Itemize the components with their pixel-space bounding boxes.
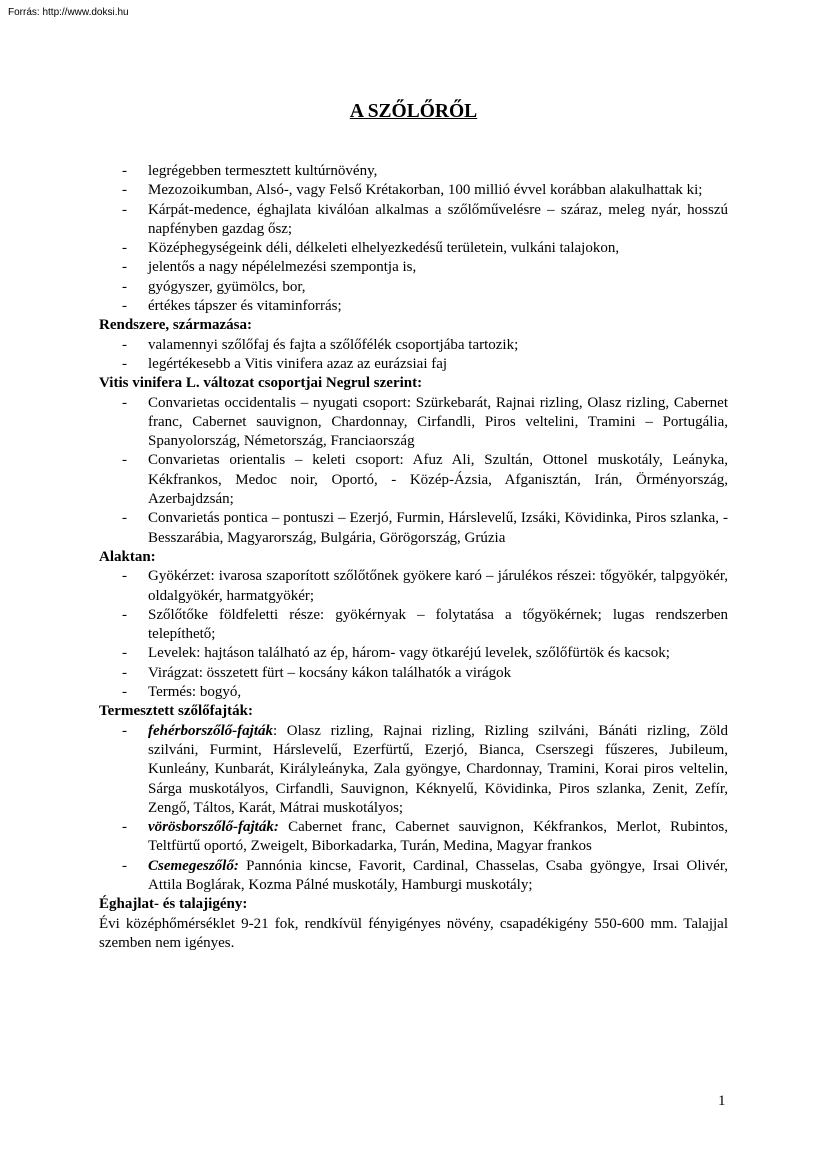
list-item: - jelentős a nagy népélelmezési szempontja is, bbox=[99, 258, 728, 277]
dash-marker: - bbox=[122, 722, 127, 739]
section-heading-termesztett: Termesztett szőlőfajták: bbox=[99, 703, 253, 720]
dash-marker: - bbox=[122, 394, 127, 411]
list-item: - legértékesebb a Vitis vinifera azaz az eurázsiai faj bbox=[99, 355, 728, 374]
variety-text: Olasz rizling, Rajnai rizling, Rizling szilváni, Bánáti rizling, Zöld szilváni, Furmint, Hárslevelű, Ezerfürtű, Ezerjó, Bianca, Cserszegi fűszeres, Jubileum, Kunleány, Kunbarát, Királyleányka, Zala gyöngye, Chardonnay, Tramini, Korai piros veltelin, Sárga muskotályos, Cirfandli, Sauvignon, Kéknyelű, Kövidinka, Piros szlanka, Zenit, Zefír, Zengő, Táltos, Karát, Mátrai muskotályos; bbox=[148, 722, 728, 816]
dash-marker: - bbox=[122, 510, 127, 527]
page-number: 1 bbox=[718, 1093, 726, 1109]
list-item: - legrégebben termesztett kultúrnövény, bbox=[99, 162, 728, 181]
list-item: - Levelek: hajtáson található az ép, három- vagy ötkaréjú levelek, szőlőfürtök és kacsok; bbox=[99, 644, 728, 663]
variety-text: Cabernet franc, Cabernet sauvignon, Kékfrankos, Merlot, Rubintos, Teltfürtű oportó, Zweigelt, Biborkadarka, Turán, Medina, Magyar frankos bbox=[148, 819, 728, 855]
dash-marker: - bbox=[122, 278, 127, 295]
variety-label: Csemegeszőlő: bbox=[148, 857, 239, 874]
alaktan-list bbox=[99, 567, 728, 702]
source-note: Forrás: http://www.doksi.hu bbox=[8, 7, 129, 18]
dash-marker: - bbox=[122, 664, 127, 681]
variety-text: Pannónia kincse, Favorit, Cardinal, Chasselas, Csaba gyöngye, Irsai Olivér, Attila Boglárak, Kozma Pálné muskotály, Hamburgi muskotály; bbox=[148, 857, 728, 893]
list-item: - Convarietas occidentalis – nyugati csoport: Szürkebarát, Rajnai rizling, Olasz rizling, Cabernet franc, Cabernet sauvignon, Chardonnay, Cirfandli, Piros veltelini, Tramini – Portugália, Spanyolország, Németország, Franciaország bbox=[122, 394, 728, 450]
dash-marker: - bbox=[122, 182, 127, 199]
dash-marker: - bbox=[122, 857, 127, 874]
rendszere-list bbox=[99, 336, 728, 375]
dash-marker: - bbox=[122, 645, 127, 662]
variety-label: fehérborszőlő-fajták bbox=[148, 722, 273, 739]
dash-marker: - bbox=[122, 240, 127, 257]
list-item bbox=[99, 857, 728, 896]
list-item: - Középhegységeink déli, délkeleti elhelyezkedésű területein, vulkáni talajokon, bbox=[99, 239, 728, 258]
list-item: - valamennyi szőlőfaj és fajta a szőlőfélék csoportjába tartozik; bbox=[99, 336, 728, 355]
list-item: - Gyökérzet: ivarosa szaporított szőlőtőnek gyökere karó – járulékos részei: tőgyökér, talpgyökér, oldalgyökér, harmatgyökér; bbox=[122, 568, 728, 604]
list-item bbox=[99, 818, 728, 857]
list-item: - Mezozoikumban, Alsó-, vagy Felső Krétakorban, 100 millió évvel korábban alakulhattak ki; bbox=[99, 181, 728, 200]
section-heading-eghajlat: Éghajlat- és talajigény: bbox=[99, 896, 248, 913]
dash-marker: - bbox=[122, 684, 127, 701]
page-title: A SZŐLŐRŐL bbox=[349, 101, 478, 122]
dash-marker: - bbox=[122, 568, 127, 585]
list-item: - Szőlőtőke földfeletti része: gyökérnyak – folytatása a tőgyökérnek; lugas rendszerben telepíthető; bbox=[122, 606, 728, 643]
list-item: - Convarietás pontica – pontuszi – Ezerjó, Furmin, Hárslevelű, Izsáki, Kövidinka, Piros szlanka, - Besszarábia, Magyarország, Bulgária, Görögország, Grúzia bbox=[122, 510, 728, 546]
list-item: - Convarietas orientalis – keleti csoport: Afuz Ali, Szultán, Ottonel muskotály, Leányka, Kékfrankos, Medoc noir, Oportó, - Közép-Ázsia, Afganisztán, Irán, Örményország, Azerbajdzsán; bbox=[122, 452, 728, 508]
dash-marker: - bbox=[122, 201, 127, 218]
list-item: - Kárpát-medence, éghajlata kiválóan alkalmas a szőlőművelésre – száraz, meleg nyár, hosszú napfényben gazdag ősz; bbox=[122, 201, 728, 237]
dash-marker: - bbox=[122, 452, 127, 469]
list-item: - Termés: bogyó, bbox=[99, 683, 728, 702]
dash-marker: - bbox=[122, 336, 127, 353]
dash-marker: - bbox=[122, 298, 127, 315]
section-heading-rendszere: Rendszere, származása: bbox=[99, 317, 253, 334]
dash-marker: - bbox=[122, 259, 127, 276]
variety-label: vörösborszőlő-fajták: bbox=[148, 819, 279, 836]
list-item: - értékes tápszer és vitaminforrás; bbox=[99, 297, 728, 316]
section-heading-alaktan: Alaktan: bbox=[99, 548, 156, 565]
list-item: - gyógyszer, gyümölcs, bor, bbox=[99, 278, 728, 297]
list-item bbox=[99, 722, 728, 818]
dash-marker: - bbox=[122, 355, 127, 372]
document-body bbox=[99, 162, 728, 953]
termesztett-list bbox=[99, 722, 728, 896]
variety-separator: : bbox=[273, 722, 278, 739]
dash-marker: - bbox=[122, 606, 127, 623]
dash-marker: - bbox=[122, 163, 127, 179]
vitis-list bbox=[99, 394, 728, 548]
eghajlat-paragraph: Évi középhőmérséklet 9-21 fok, rendkívül fényigényes növény, csapadékigény 550-600 mm. Talajjal szemben nem igényes. bbox=[99, 915, 728, 951]
dash-marker: - bbox=[122, 819, 127, 836]
list-item: - Virágzat: összetett fürt – kocsány kákon találhatók a virágok bbox=[99, 664, 728, 683]
section-heading-vitis: Vitis vinifera L. változat csoportjai Negrul szerint: bbox=[99, 375, 423, 392]
intro-list bbox=[99, 162, 728, 316]
